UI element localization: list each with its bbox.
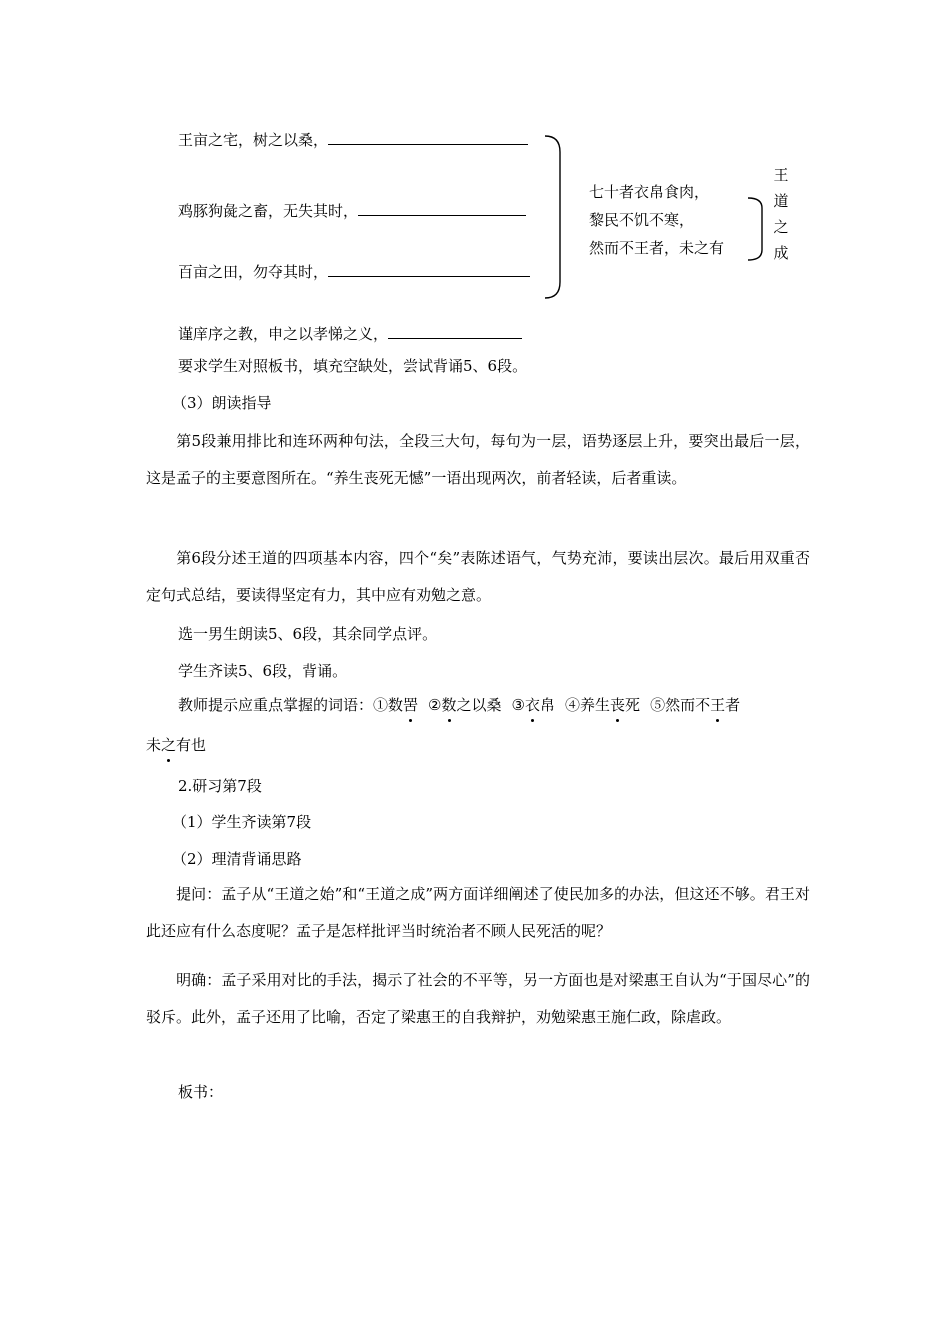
paragraph-section-5-text: 第5段兼用排比和连环两种句法，全段三大句，每句为一层，语势逐层上升，要突出最后一层，这是孟子的主要意图所在。“养生丧死无憾”一语出现两次，前者轻读，后者重读。: [146, 432, 810, 487]
key-word-text: ①数: [373, 696, 404, 714]
key-word-4: [565, 696, 640, 714]
vertical-char: 王: [773, 166, 789, 184]
vertical-char: 成: [773, 244, 789, 262]
paragraph-question: [146, 876, 810, 950]
key-word-text: 未: [146, 736, 162, 754]
heading-study-section-7: 2.研习第7段: [178, 777, 262, 795]
dotted-char: 丧: [610, 696, 626, 714]
key-word-3: [512, 696, 555, 714]
key-word-text: 者: [725, 696, 741, 714]
board-right-line-3: 然而不王者，未之有: [589, 239, 725, 257]
key-word-text: ③: [511, 696, 525, 714]
paragraph-key-words: [178, 695, 740, 715]
dotted-char: 衣: [524, 696, 540, 714]
board-row-2-text: 鸡豚狗彘之畜，无失其时，: [178, 202, 359, 220]
key-words-continued: [146, 735, 206, 755]
key-word-text: ②: [428, 696, 442, 714]
paragraph-section-5: [146, 423, 810, 497]
key-word-1: [373, 696, 418, 714]
key-word-5: [650, 696, 740, 714]
board-vertical-title: [772, 162, 790, 266]
vertical-char: 之: [773, 218, 789, 236]
paragraph-section-6-text: 第6段分述王道的四项基本内容，四个“矣”表陈述语气，气势充沛，要读出层次。最后用双重否定句式总结，要读得坚定有力，其中应有劝勉之意。: [146, 549, 810, 604]
board-row-4-text: 谨庠序之教，申之以孝悌之义，: [178, 325, 389, 343]
paragraph-answer-text: 明确：孟子采用对比的手法，揭示了社会的不平等，另一方面也是对梁惠王自认为“于国尽心”的驳斥。此外，孟子还用了比喻，否定了梁惠王的自我辩护，劝勉梁惠王施仁政，除虐政。: [146, 971, 810, 1026]
paragraph-question-text: 提问：孟子从“王道之始”和“王道之成”两方面详细阐述了使民加多的办法，但这还不够。君王对此还应有什么态度呢？孟子是怎样批评当时统治者不顾人民死活的呢？: [146, 885, 810, 940]
dotted-char: 之: [161, 736, 177, 754]
key-word-text: 帛: [540, 696, 556, 714]
key-word-text: 死: [625, 696, 641, 714]
key-word-text: ④养生: [565, 696, 611, 714]
paragraph-answer: [146, 962, 810, 1036]
step-2: （2）理清背诵思路: [172, 850, 302, 868]
paragraph-instruction: 要求学生对照板书，填充空缺处，尝试背诵5、6段。: [178, 357, 528, 375]
board-right-line-2: 黎民不饥不寒，: [589, 211, 695, 229]
board-label: 板书：: [178, 1083, 224, 1101]
vertical-char: 道: [773, 192, 789, 210]
board-row-3-text: 百亩之田，勿夺其时，: [178, 263, 329, 281]
paragraph-class-read: 学生齐读5、6段，背诵。: [178, 662, 348, 680]
paragraph-boy-read: 选一男生朗读5、6段，其余同学点评。: [178, 625, 438, 643]
key-words-prefix: 教师提示应重点掌握的词语：: [178, 696, 374, 714]
small-bracket: [748, 198, 762, 260]
key-word-text: 之以桑: [456, 696, 502, 714]
board-right-line-1: 七十者衣帛食肉，: [589, 183, 710, 201]
board-row-1-text: 王亩之宅，树之以桑，: [178, 131, 329, 149]
key-word-2: [428, 696, 501, 714]
key-word-text: ⑤然而不: [650, 696, 711, 714]
heading-reading-guide: （3）朗读指导: [172, 394, 272, 412]
board-right-column: [589, 178, 724, 262]
big-bracket: [545, 136, 560, 298]
step-1: （1）学生齐读第7段: [172, 813, 312, 831]
dotted-char: 数: [441, 696, 457, 714]
dotted-char: 王: [710, 696, 726, 714]
dotted-char: 罟: [403, 696, 419, 714]
paragraph-section-6: [146, 540, 810, 614]
key-word-text: 有也: [176, 736, 207, 754]
